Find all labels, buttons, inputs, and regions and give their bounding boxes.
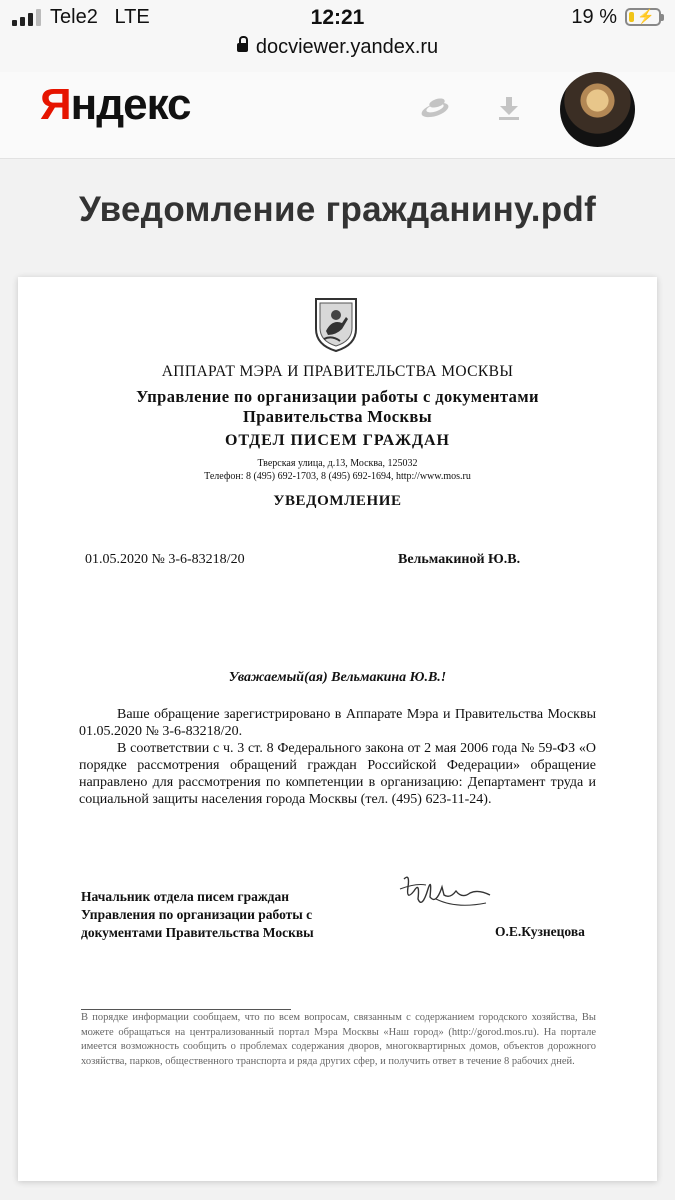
network-type: LTE [114,6,150,28]
footnote-text: В порядке информации сообщаем, что по всем вопросам, связанным с содержанием городского хозяйства, Вы можете обращаться на централизованный портал Мэра Москвы «Наш город» (http://gorod.mos.ru). На портале имеется возможность сообщить о проблемах содержания дворов, многоквартирных домов, объектов дорожного хозяйства, парков, общественного транспорта и ряда других сфер, и получить ответ в течение 8 рабочих дней. [81,1012,596,1067]
logo-rest: ндекс [70,80,191,129]
signer-title-line1: Начальник отдела писем граждан [81,889,289,904]
notice-heading: УВЕДОМЛЕНИЕ [273,493,402,509]
paragraph-1: Ваше обращение зарегистрировано в Аппарате Мэра и Правительства Москвы 01.05.2020 № 3-6-83218/20. [79,707,596,739]
signer-title [81,888,314,942]
clock: 12:21 [310,6,365,29]
handwritten-signature [396,869,496,919]
status-bar [0,0,675,72]
address-bar[interactable] [0,36,675,59]
lock-icon [237,43,248,52]
download-button[interactable] [491,90,527,126]
org-subdivision-line2: Правительства Москвы [242,407,433,426]
avatar[interactable] [560,72,635,147]
document-page[interactable] [18,277,657,1181]
battery-icon [625,8,661,26]
org-subdivision-line1: Управление по организации работы с документами [136,387,539,406]
signer-name: О.Е.Кузнецова [495,924,585,939]
footnote [81,1011,596,1069]
charging-bolt-icon: ⚡ [637,8,655,24]
phones: Телефон: 8 (495) 692-1703, 8 (495) 692-1694, http://www.mos.ru [204,471,471,482]
signer-title-line3: документами Правительства Москвы [81,925,314,940]
department-name: ОТДЕЛ ПИСЕМ ГРАЖДАН [224,432,450,449]
battery-fill [629,12,634,22]
address: Тверская улица, д.13, Москва, 125032 [257,458,418,469]
paragraph-2: В соответствии с ч. 3 ст. 8 Федерального закона от 2 мая 2006 года № 59-ФЗ «О порядке рассмотрения обращений граждан Российской Федерации» обращение направлено для рассмотрения по компетенции в организацию: Департамент труда и социальной защиты населения города Москвы (тел. (495) 623-11-24). [79,741,596,807]
yandex-logo[interactable] [40,80,191,130]
page-title: Уведомление гражданину.pdf [78,190,597,229]
org-subdivision [18,387,657,427]
letter-body [79,706,596,808]
org-name: АППАРАТ МЭРА И ПРАВИТЕЛЬСТВА МОСКВЫ [161,363,514,380]
contact-info [18,457,657,483]
save-to-disk-button[interactable] [417,90,453,126]
moscow-coat-of-arms-icon [312,295,360,353]
battery-percent: 19 % [571,6,617,28]
signer-title-line2: Управления по организации работы с [81,907,313,922]
logo-first-letter: Я [40,80,71,129]
url-text: docviewer.yandex.ru [255,36,439,58]
recipient-name: Вельмакиной Ю.В. [398,552,521,567]
footnote-divider [81,1009,291,1010]
download-icon [497,95,521,121]
carrier-name: Tele2 [50,6,98,28]
greeting: Уважаемый(ая) Вельмакина Ю.В.! [228,670,447,685]
disk-icon [418,95,452,121]
reference-number: 01.05.2020 № 3-6-83218/20 [85,552,245,567]
app-header [0,72,675,159]
